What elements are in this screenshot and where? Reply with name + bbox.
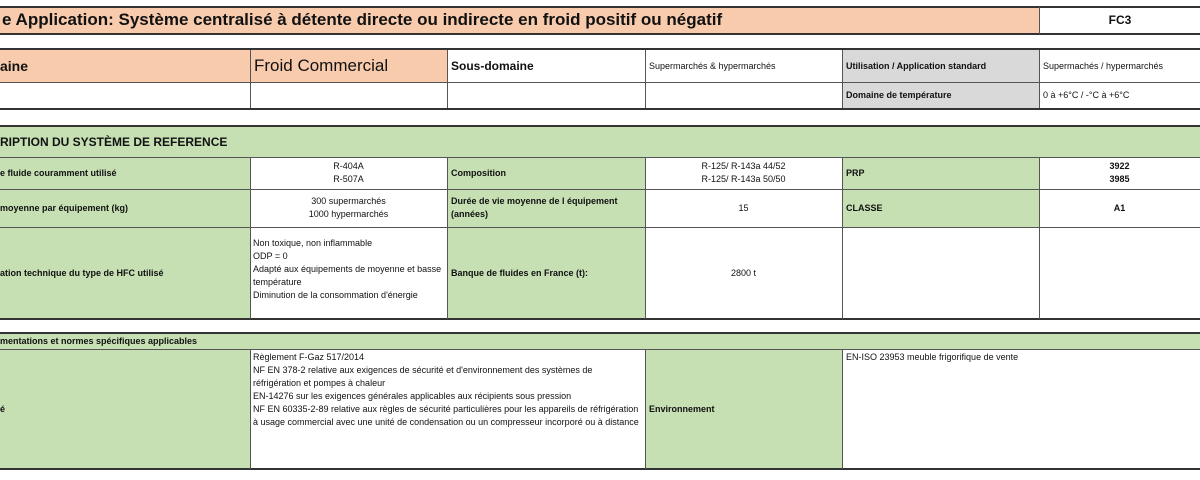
justification-label: ation technique du type de HFC utilisé xyxy=(0,227,250,319)
charge-values xyxy=(250,189,447,227)
fluid-value: R-404A xyxy=(333,161,364,171)
grid-line xyxy=(0,318,1200,320)
grid-line xyxy=(0,82,1200,83)
grid-line xyxy=(250,50,251,108)
class-label: CLASSE xyxy=(842,189,1039,227)
grid-line xyxy=(0,48,1200,50)
grid-line xyxy=(0,227,1200,228)
grid-line xyxy=(250,157,251,319)
domain-empty-cell xyxy=(645,82,842,108)
sheet-title: e Application: Système centralisé à détente directe ou indirecte en froid positif ou négatif xyxy=(0,7,1040,33)
prp-label: PRP xyxy=(842,157,1039,189)
norm-line: NF EN 60335-2-89 relative aux règles de sécurité particulières pour les appareils de réfrigération à usage commercial avec une unité de condensation ou un compresseur incorporé ou à distance xyxy=(253,404,639,427)
grid-line xyxy=(1039,50,1040,108)
grid-line xyxy=(447,50,448,108)
grid-line xyxy=(645,50,646,108)
grid-line xyxy=(0,108,1200,110)
fluid-bank-value: 2800 t xyxy=(645,227,842,319)
temperature-value: 0 à +6°C / -°C à +6°C xyxy=(1039,82,1200,108)
charge-value: 1000 hypermarchés xyxy=(308,209,389,219)
norms-list xyxy=(250,349,645,469)
domain-label: aine xyxy=(0,50,250,82)
justification-line: Non toxique, non inflammable xyxy=(253,238,373,248)
composition-values xyxy=(645,157,842,189)
composition-label: Composition xyxy=(447,157,645,189)
norm-line: EN-14276 sur les exigences générales applicables aux récipients sous pression xyxy=(253,391,572,401)
temperature-label: Domaine de température xyxy=(842,82,1039,108)
justification-values xyxy=(250,227,447,319)
grid-line xyxy=(842,157,843,319)
justification-line: Diminution de la consommation d'énergie xyxy=(253,290,418,300)
empty-cell xyxy=(842,227,1039,319)
environment-label: Environnement xyxy=(645,349,842,469)
grid-line xyxy=(0,349,1200,350)
grid-line xyxy=(842,349,843,469)
use-value: Supermachés / hypermarchés xyxy=(1039,50,1200,82)
environment-value: EN-ISO 23953 meuble frigorifique de vente xyxy=(842,349,1200,469)
grid-line xyxy=(0,33,1200,35)
norms-section-header: mentations et normes spécifiques applicables xyxy=(0,334,1200,349)
charge-label: moyenne par équipement (kg) xyxy=(0,189,250,227)
domain-value: Froid Commercial xyxy=(250,50,447,82)
grid-line xyxy=(447,157,448,319)
grid-line xyxy=(0,6,1200,8)
justification-line: ODP = 0 xyxy=(253,251,288,261)
grid-line xyxy=(1039,157,1040,319)
grid-line xyxy=(1039,7,1040,34)
subdomain-label: Sous-domaine xyxy=(447,50,645,82)
grid-line xyxy=(0,468,1200,470)
empty-cell xyxy=(1039,227,1200,319)
prp-value: 3922 xyxy=(1109,161,1130,171)
lifetime-value: 15 xyxy=(645,189,842,227)
charge-value: 300 supermarchés xyxy=(311,196,386,206)
sheet-code: FC3 xyxy=(1040,7,1200,33)
fluid-values xyxy=(250,157,447,189)
grid-line xyxy=(250,349,251,469)
grid-line xyxy=(842,50,843,108)
grid-line xyxy=(0,189,1200,190)
composition-value: R-125/ R-143a 50/50 xyxy=(701,174,786,184)
norm-line: NF EN 378-2 relative aux exigences de sécurité et d'environnement des systèmes de réfrigération et pompes à chaleur xyxy=(253,365,593,388)
subdomain-value: Supermarchés & hypermarchés xyxy=(645,50,842,82)
domain-empty-cell xyxy=(0,82,250,108)
fluid-value: R-507A xyxy=(333,174,364,184)
composition-value: R-125/ R-143a 44/52 xyxy=(701,161,786,171)
domain-empty-cell xyxy=(447,82,645,108)
domain-empty-cell xyxy=(250,82,447,108)
grid-line xyxy=(0,332,1200,334)
use-label: Utilisation / Application standard xyxy=(842,50,1039,82)
grid-line xyxy=(0,125,1200,127)
grid-line xyxy=(645,349,646,469)
norms-left-label: é xyxy=(0,349,250,469)
reference-section-header: RIPTION DU SYSTÈME DE REFERENCE xyxy=(0,127,1200,157)
class-value: A1 xyxy=(1039,189,1200,227)
grid-line xyxy=(645,157,646,319)
prp-values xyxy=(1039,157,1200,189)
norm-line: Règlement F-Gaz 517/2014 xyxy=(253,352,365,362)
prp-value: 3985 xyxy=(1109,174,1130,184)
justification-line: Adapté aux équipements de moyenne et basse température xyxy=(253,264,442,287)
grid-line xyxy=(0,157,1200,158)
lifetime-label: Durée de vie moyenne de l équipement (années) xyxy=(447,189,645,227)
fluid-label: e fluide couramment utilisé xyxy=(0,157,250,189)
fluid-bank-label: Banque de fluides en France (t): xyxy=(447,227,645,319)
